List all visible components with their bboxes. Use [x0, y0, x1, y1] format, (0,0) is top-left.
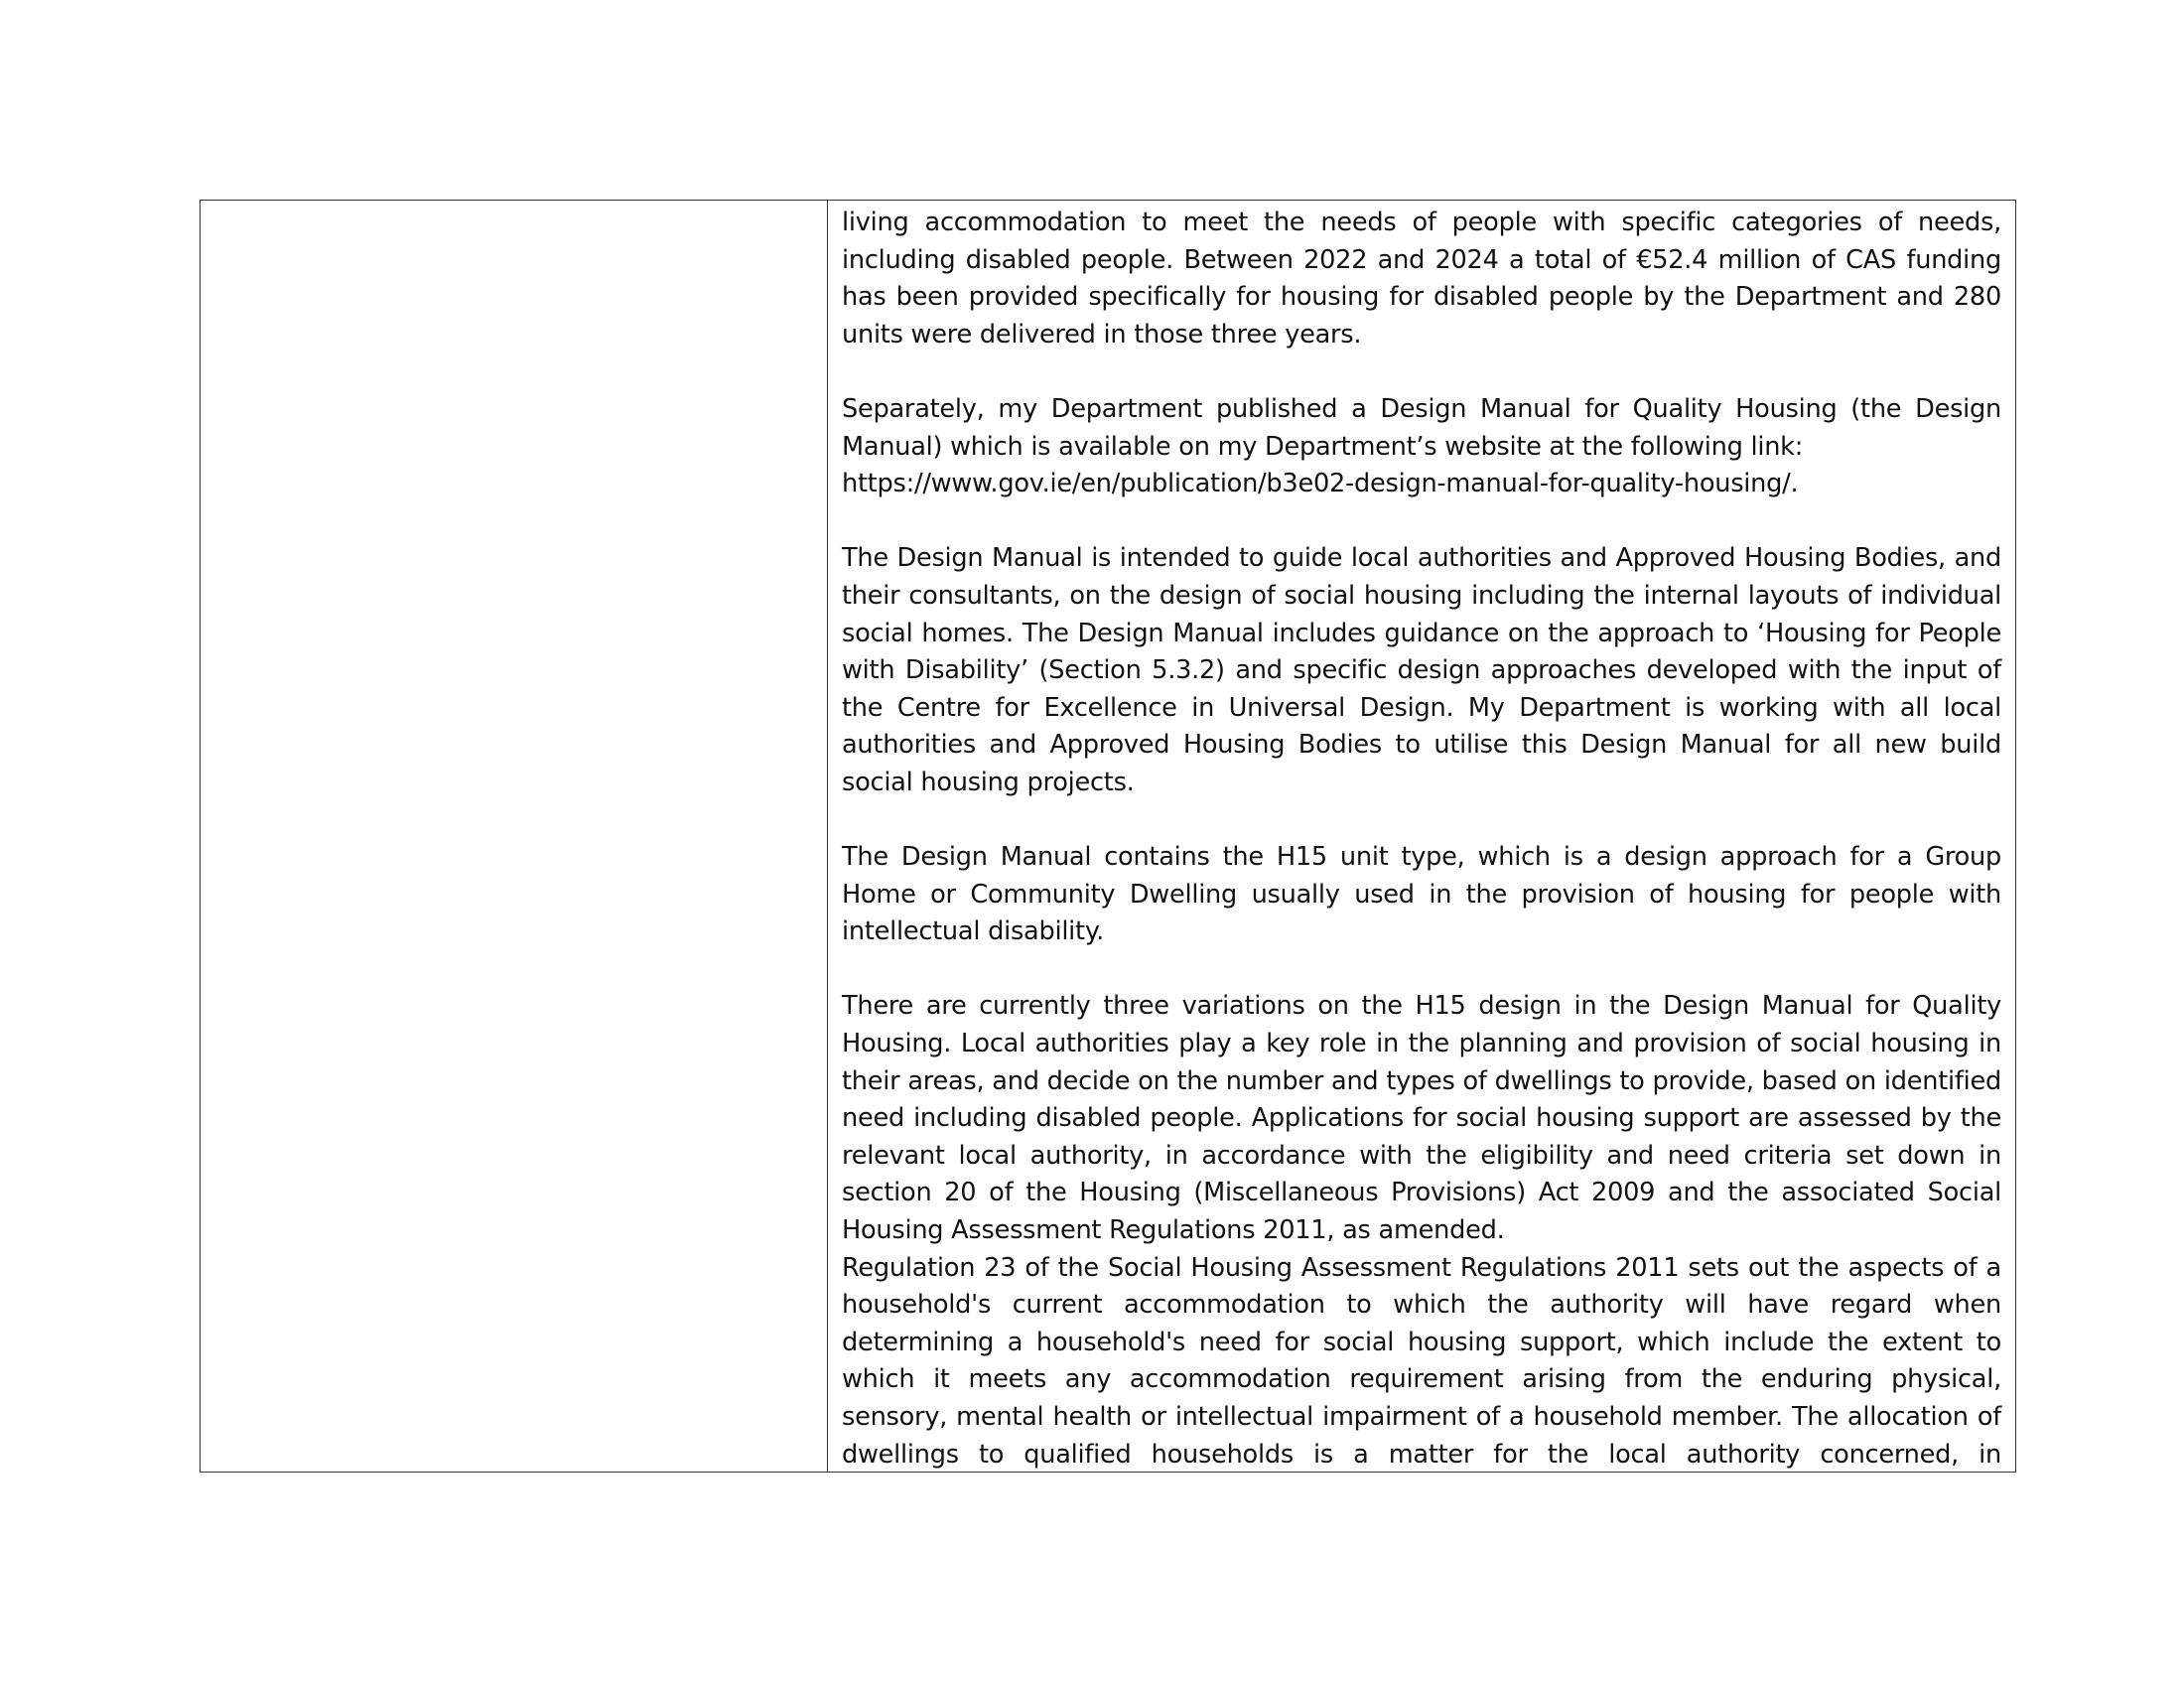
paragraph-h15-unit-type: The Design Manual contains the H15 unit type, which is a design approach for a Group Home or Community Dwelling usually used in the provision of housing for people with intellectual disability.	[842, 842, 2001, 947]
paragraph-h15-variations: There are currently three variations on the H15 design in the Design Manual for Quality Housing. Local authorities play a key role in the planning and provision of social housing in their areas, and decide on the number and types of dwellings to provide, based on identified need including disabled people. Applications for social housing support are assessed by the relevant local authority, in accordance with the eligibility and need criteria set down in section 20 of the Housing (Miscellaneous Provisions) Act 2009 and the associated Social Housing Assessment Regulations 2011, as amended.	[842, 991, 2001, 1246]
design-manual-link[interactable]: https://www.gov.ie/en/publication/b3e02-design-manual-for-quality-housing/.	[842, 469, 1799, 499]
paragraph-regulation-23: Regulation 23 of the Social Housing Assessment Regulations 2011 sets out the aspects of a household's current accommodation to which the authority will have regard when determining a household's need for social housing support, which include the extent to which it meets any accommodation requirement arising from the enduring physical, sensory, mental health or intellectual impairment of a household member. The allocation of dwellings to qualified households is a matter for the local authority concerned, in	[842, 1252, 2001, 1470]
paragraph-design-manual-intro	[842, 391, 2001, 503]
design-manual-sentence: Separately, my Department published a Design Manual for Quality Housing (the Design Manual) which is available on my Department’s website at the following link:	[842, 393, 2001, 462]
left-cell	[201, 201, 828, 1473]
paragraph-cas-funding: living accommodation to meet the needs of people with specific categories of needs, including disabled people. Between 2022 and 2024 a total of €52.4 million of CAS funding has been provided specifically for housing for disabled people by the Department and 280 units were delivered in those three years.	[842, 208, 2001, 350]
table-row	[201, 201, 2016, 1473]
content-table	[200, 200, 2016, 1473]
answer-text	[828, 201, 2015, 1472]
right-cell	[828, 201, 2016, 1473]
paragraph-design-manual-guidance: The Design Manual is intended to guide local authorities and Approved Housing Bodies, and their consultants, on the design of social housing including the internal layouts of individual social homes. The Design Manual includes guidance on the approach to ‘Housing for People with Disability’ (Section 5.3.2) and specific design approaches developed with the input of the Centre for Excellence in Universal Design. My Department is working with all local authorities and Approved Housing Bodies to utilise this Design Manual for all new build social housing projects.	[842, 543, 2001, 797]
